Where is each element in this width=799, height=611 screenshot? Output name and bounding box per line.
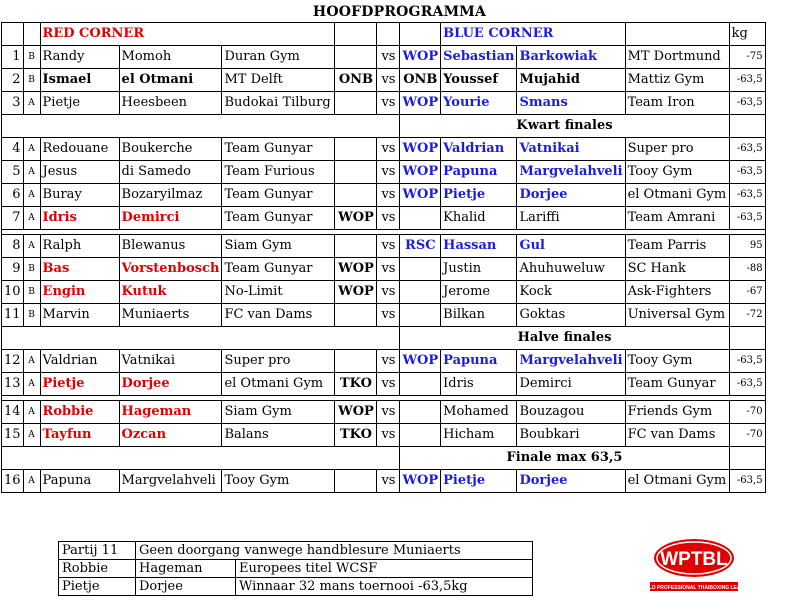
vs-label: vs [377, 350, 400, 373]
wptbl-logo [636, 538, 752, 598]
weight: 95 [729, 235, 765, 258]
section-pad [2, 115, 400, 138]
blue-last-name: Boubkari [517, 424, 625, 447]
note-text: Winnaar 32 mans toernooi -63,5kg [236, 578, 533, 596]
bout-row [2, 184, 766, 207]
blue-gym: Tooy Gym [625, 350, 729, 373]
weight: -63,5 [729, 207, 765, 230]
bout-row [2, 161, 766, 184]
blue-result: WOP [400, 161, 441, 184]
blue-corner-header: BLUE CORNER [441, 23, 625, 46]
weight: -88 [729, 258, 765, 281]
vs-label: vs [377, 69, 400, 92]
notes-table [58, 541, 533, 596]
red-first-name: Ralph [40, 235, 119, 258]
blue-last-name: Ahuhuweluw [517, 258, 625, 281]
red-gym: Team Gunyar [222, 184, 335, 207]
blue-first-name: Mohamed [441, 401, 517, 424]
vs-label: vs [377, 207, 400, 230]
weight: -75 [729, 46, 765, 69]
blue-result: WOP [400, 138, 441, 161]
vs-label: vs [377, 401, 400, 424]
blue-last-name: Margvelahveli [517, 161, 625, 184]
red-gym: Siam Gym [222, 235, 335, 258]
bout-row [2, 373, 766, 396]
red-first-name: Marvin [40, 304, 119, 327]
red-last-name: Vatnikai [119, 350, 222, 373]
bout-row [2, 350, 766, 373]
blue-last-name: Barkowiak [517, 46, 625, 69]
blue-result [400, 373, 441, 396]
red-last-name: Momoh [119, 46, 222, 69]
red-first-name: Jesus [40, 161, 119, 184]
section-title: Halve finales [400, 327, 729, 350]
vs-label: vs [377, 470, 400, 493]
weight: -67 [729, 281, 765, 304]
red-result: WOP [335, 207, 377, 230]
red-result: WOP [335, 258, 377, 281]
blue-last-name: Mujahid [517, 69, 625, 92]
bout-number: 7 [2, 207, 24, 230]
red-first-name: Robbie [40, 401, 119, 424]
note-first-name: Pietje [59, 578, 136, 596]
vs-label: vs [377, 161, 400, 184]
blue-last-name: Dorjee [517, 184, 625, 207]
red-gym: Siam Gym [222, 401, 335, 424]
red-first-name: Redouane [40, 138, 119, 161]
red-gym: Team Gunyar [222, 258, 335, 281]
red-result: WOP [335, 401, 377, 424]
blue-last-name: Lariffi [517, 207, 625, 230]
red-result [335, 470, 377, 493]
red-gym: Tooy Gym [222, 470, 335, 493]
red-gym: No-Limit [222, 281, 335, 304]
blue-gym: Mattiz Gym [625, 69, 729, 92]
section-pad [2, 327, 400, 350]
page-title: HOOFDPROGRAMMA [312, 4, 487, 20]
red-result: TKO [335, 424, 377, 447]
blue-gym: Universal Gym [625, 304, 729, 327]
red-result [335, 184, 377, 207]
weight: -72 [729, 304, 765, 327]
weight: -63,5 [729, 184, 765, 207]
blue-first-name: Pietje [441, 184, 517, 207]
bout-class: A [23, 184, 40, 207]
header-row [2, 23, 766, 46]
bout-row [2, 235, 766, 258]
section-title: Kwart finales [400, 115, 729, 138]
blue-last-name: Goktas [517, 304, 625, 327]
red-first-name: Valdrian [40, 350, 119, 373]
red-last-name: Bozaryilmaz [119, 184, 222, 207]
red-last-name: Ozcan [119, 424, 222, 447]
vs-label: vs [377, 46, 400, 69]
red-last-name: Hageman [119, 401, 222, 424]
blue-first-name: Pietje [441, 470, 517, 493]
blue-gym: Friends Gym [625, 401, 729, 424]
bout-row [2, 138, 766, 161]
blue-gym: Team Amrani [625, 207, 729, 230]
section-pad [729, 115, 765, 138]
red-first-name: Pietje [40, 373, 119, 396]
blue-gym: el Otmani Gym [625, 470, 729, 493]
vs-label: vs [377, 138, 400, 161]
red-last-name: Boukerche [119, 138, 222, 161]
bout-number: 2 [2, 69, 24, 92]
blue-result: WOP [400, 46, 441, 69]
note-row [59, 542, 533, 560]
blue-result: WOP [400, 184, 441, 207]
red-gym: el Otmani Gym [222, 373, 335, 396]
blue-last-name: Dorjee [517, 470, 625, 493]
vs-label: vs [377, 373, 400, 396]
blue-result [400, 207, 441, 230]
weight: -70 [729, 401, 765, 424]
bout-class: A [23, 235, 40, 258]
red-result: ONB [335, 69, 377, 92]
logo-subtitle: WORLD PROFESSIONAL THAIBOXING LEAGUE [636, 585, 752, 591]
blue-gym: MT Dortmund [625, 46, 729, 69]
vs-label: vs [377, 258, 400, 281]
bout-number: 1 [2, 46, 24, 69]
red-first-name: Buray [40, 184, 119, 207]
blue-first-name: Papuna [441, 350, 517, 373]
red-result [335, 350, 377, 373]
blue-first-name: Hassan [441, 235, 517, 258]
red-last-name: Heesbeen [119, 92, 222, 115]
weight: -63,5 [729, 350, 765, 373]
blue-gym: Ask-Fighters [625, 281, 729, 304]
red-gym: Duran Gym [222, 46, 335, 69]
vs-label: vs [377, 304, 400, 327]
red-gym: Budokai Tilburg [222, 92, 335, 115]
red-first-name: Bas [40, 258, 119, 281]
bout-row [2, 424, 766, 447]
bout-class: A [23, 350, 40, 373]
weight: -63,5 [729, 161, 765, 184]
bout-row [2, 207, 766, 230]
note-text: Europees titel WCSF [236, 560, 533, 578]
section-row [2, 327, 766, 350]
note-first-name: Robbie [59, 560, 136, 578]
blue-first-name: Bilkan [441, 304, 517, 327]
blue-last-name: Gul [517, 235, 625, 258]
bout-row [2, 92, 766, 115]
blue-result [400, 281, 441, 304]
red-result: TKO [335, 373, 377, 396]
bout-number: 12 [2, 350, 24, 373]
red-result [335, 46, 377, 69]
bout-number: 3 [2, 92, 24, 115]
bout-class: A [23, 138, 40, 161]
bout-class: B [23, 69, 40, 92]
bout-row [2, 470, 766, 493]
blue-gym: Team Parris [625, 235, 729, 258]
red-result [335, 235, 377, 258]
blue-last-name: Bouzagou [517, 401, 625, 424]
note-label: Partij 11 [59, 542, 136, 560]
blue-gym: el Otmani Gym [625, 184, 729, 207]
note-last-name: Dorjee [136, 578, 236, 596]
red-result [335, 304, 377, 327]
red-first-name: Randy [40, 46, 119, 69]
red-gym: Team Gunyar [222, 138, 335, 161]
blue-last-name: Smans [517, 92, 625, 115]
bout-row [2, 46, 766, 69]
bout-class: A [23, 92, 40, 115]
blue-gym: SC Hank [625, 258, 729, 281]
blue-first-name: Khalid [441, 207, 517, 230]
blue-gym: FC van Dams [625, 424, 729, 447]
blue-first-name: Jerome [441, 281, 517, 304]
bout-class: A [23, 470, 40, 493]
red-last-name: Dorjee [119, 373, 222, 396]
red-gym: Super pro [222, 350, 335, 373]
weight: -63,5 [729, 138, 765, 161]
bout-number: 6 [2, 184, 24, 207]
section-pad [2, 447, 400, 470]
fight-card-body [2, 23, 766, 493]
red-corner-header: RED CORNER [40, 23, 335, 46]
bout-class: B [23, 46, 40, 69]
vs-label: vs [377, 92, 400, 115]
red-gym: Balans [222, 424, 335, 447]
red-last-name: di Samedo [119, 161, 222, 184]
red-last-name: Vorstenbosch [119, 258, 222, 281]
red-result [335, 92, 377, 115]
red-first-name: Papuna [40, 470, 119, 493]
blue-result: WOP [400, 470, 441, 493]
weight: -63,5 [729, 69, 765, 92]
blue-result [400, 424, 441, 447]
bout-number: 14 [2, 401, 24, 424]
blue-last-name: Demirci [517, 373, 625, 396]
blue-gym: Team Iron [625, 92, 729, 115]
blue-first-name: Hicham [441, 424, 517, 447]
blue-result: RSC [400, 235, 441, 258]
blue-result [400, 401, 441, 424]
bout-class: B [23, 258, 40, 281]
red-first-name: Pietje [40, 92, 119, 115]
blue-last-name: Kock [517, 281, 625, 304]
blue-result [400, 304, 441, 327]
weight: -70 [729, 424, 765, 447]
bout-number: 11 [2, 304, 24, 327]
red-last-name: el Otmani [119, 69, 222, 92]
section-pad [729, 447, 765, 470]
bout-number: 4 [2, 138, 24, 161]
bout-class: B [23, 304, 40, 327]
bout-class: A [23, 207, 40, 230]
note-row [59, 560, 533, 578]
blue-result: WOP [400, 350, 441, 373]
logo-text: WPTBL [660, 549, 728, 570]
weight: -63,5 [729, 92, 765, 115]
red-result [335, 161, 377, 184]
vs-label: vs [377, 184, 400, 207]
red-result [335, 138, 377, 161]
section-title: Finale max 63,5 [400, 447, 729, 470]
red-first-name: Engin [40, 281, 119, 304]
red-last-name: Demirci [119, 207, 222, 230]
vs-label: vs [377, 281, 400, 304]
note-text: Geen doorgang vanwege handblesure Muniaerts [136, 542, 533, 560]
bout-class: B [23, 281, 40, 304]
blue-last-name: Vatnikai [517, 138, 625, 161]
bout-row [2, 69, 766, 92]
red-last-name: Kutuk [119, 281, 222, 304]
note-row [59, 578, 533, 596]
bout-row [2, 258, 766, 281]
red-gym: MT Delft [222, 69, 335, 92]
bout-number: 10 [2, 281, 24, 304]
bout-number: 13 [2, 373, 24, 396]
bout-class: A [23, 161, 40, 184]
blue-gym: Tooy Gym [625, 161, 729, 184]
section-row [2, 447, 766, 470]
vs-label: vs [377, 424, 400, 447]
blue-result [400, 258, 441, 281]
notes-body [59, 542, 533, 596]
weight: -63,5 [729, 373, 765, 396]
section-pad [729, 327, 765, 350]
vs-label: vs [377, 235, 400, 258]
red-last-name: Blewanus [119, 235, 222, 258]
red-result: WOP [335, 281, 377, 304]
blue-first-name: Youssef [441, 69, 517, 92]
note-last-name: Hageman [136, 560, 236, 578]
bout-number: 16 [2, 470, 24, 493]
bout-class: A [23, 401, 40, 424]
red-first-name: Tayfun [40, 424, 119, 447]
red-last-name: Margvelahveli [119, 470, 222, 493]
red-first-name: Idris [40, 207, 119, 230]
bout-row [2, 304, 766, 327]
blue-first-name: Papuna [441, 161, 517, 184]
section-row [2, 115, 766, 138]
bout-number: 5 [2, 161, 24, 184]
bout-number: 15 [2, 424, 24, 447]
blue-last-name: Margvelahveli [517, 350, 625, 373]
bout-row [2, 401, 766, 424]
red-gym: FC van Dams [222, 304, 335, 327]
blue-first-name: Justin [441, 258, 517, 281]
blue-result: WOP [400, 92, 441, 115]
blue-gym: Super pro [625, 138, 729, 161]
bout-number: 8 [2, 235, 24, 258]
bout-class: A [23, 424, 40, 447]
red-gym: Team Gunyar [222, 207, 335, 230]
blue-result: ONB [400, 69, 441, 92]
bout-number: 9 [2, 258, 24, 281]
bout-class: A [23, 373, 40, 396]
fight-card-table [1, 22, 766, 493]
blue-first-name: Valdrian [441, 138, 517, 161]
kg-header: kg [729, 23, 765, 46]
bout-row [2, 281, 766, 304]
blue-first-name: Sebastian [441, 46, 517, 69]
blue-first-name: Idris [441, 373, 517, 396]
red-first-name: Ismael [40, 69, 119, 92]
blue-gym: Team Gunyar [625, 373, 729, 396]
weight: -63,5 [729, 470, 765, 493]
red-gym: Team Furious [222, 161, 335, 184]
red-last-name: Muniaerts [119, 304, 222, 327]
blue-first-name: Yourie [441, 92, 517, 115]
